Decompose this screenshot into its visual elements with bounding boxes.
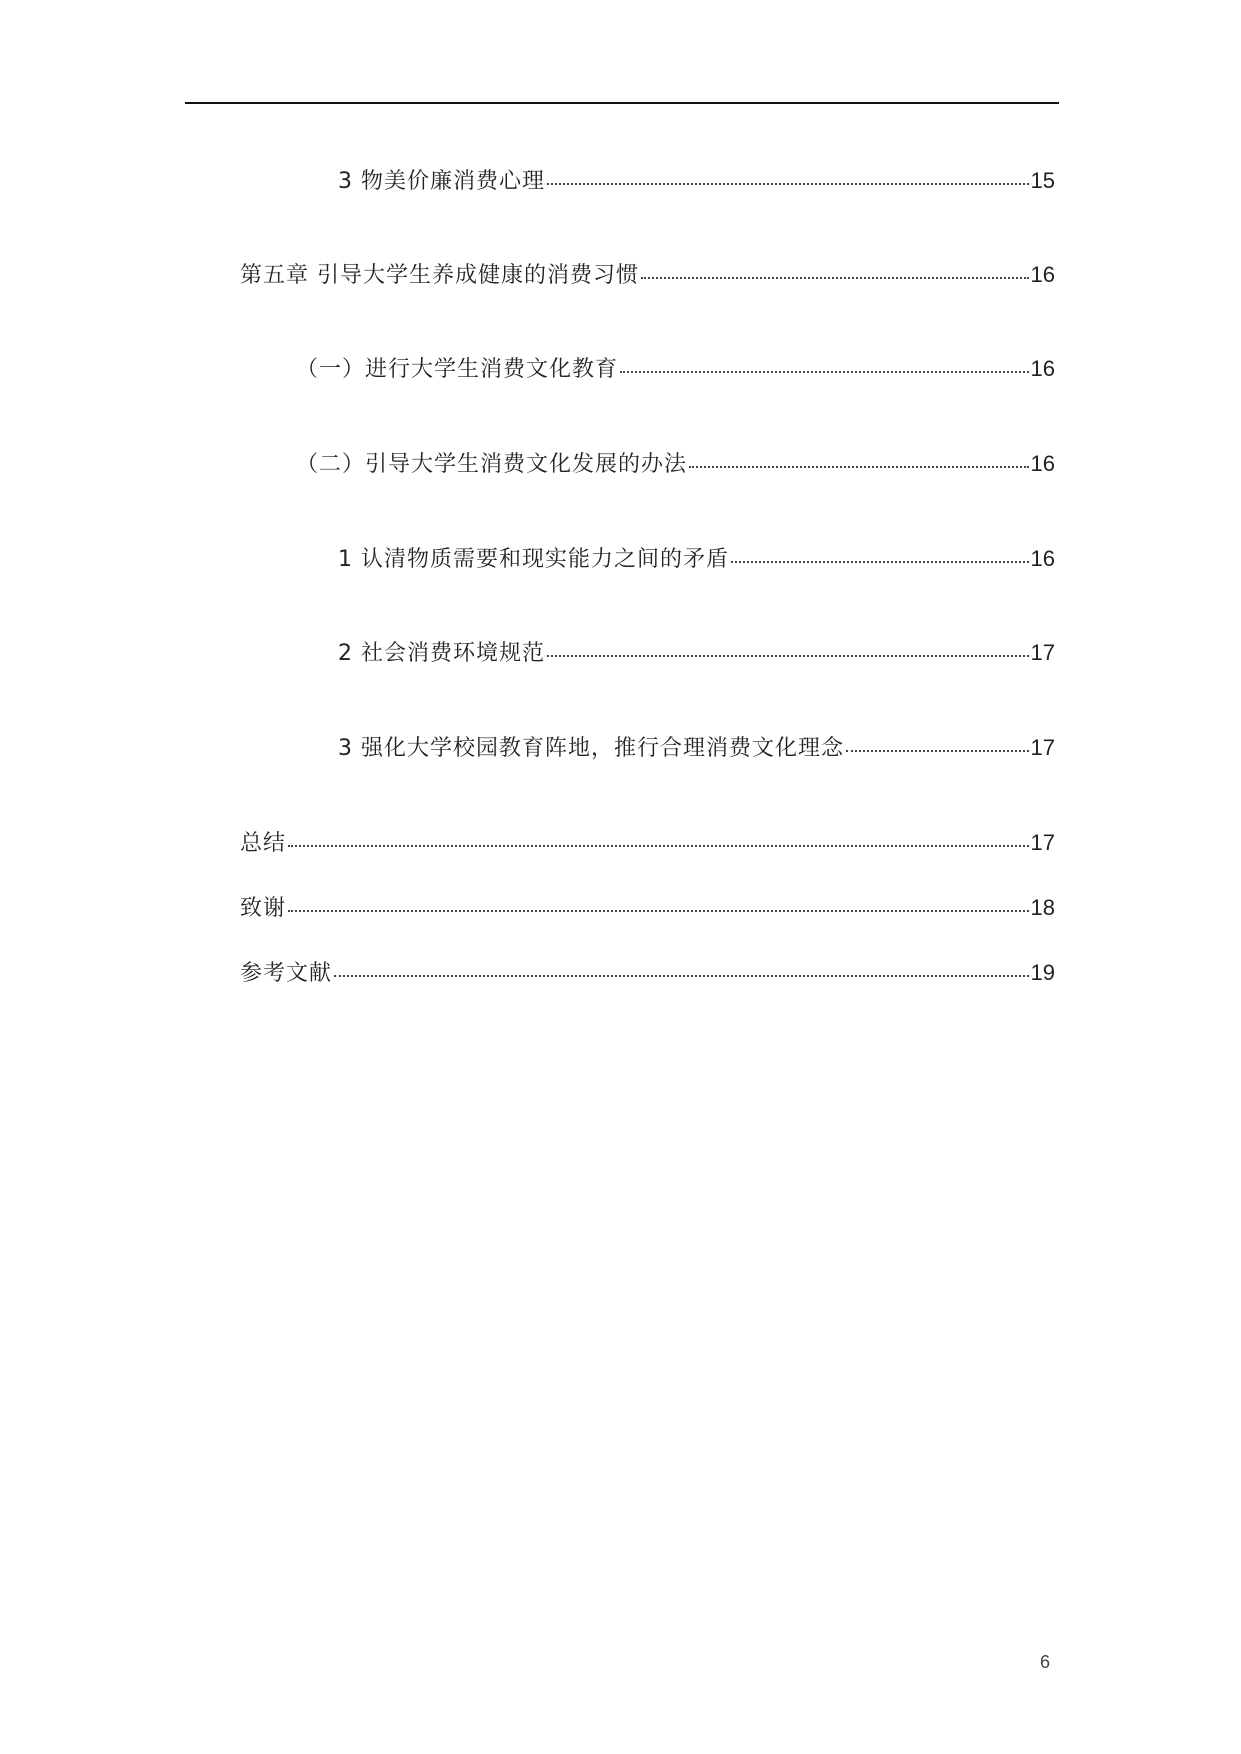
toc-dot-leader xyxy=(334,975,1029,977)
toc-entry[interactable] xyxy=(296,447,1055,481)
toc-entry-page: 17 xyxy=(1030,640,1055,665)
toc-entry-title: 参考文献 xyxy=(240,961,333,986)
toc-dot-leader xyxy=(731,561,1029,563)
toc-entry-page: 16 xyxy=(1030,262,1055,287)
toc-entry[interactable] xyxy=(338,542,1055,576)
toc-entry-title: 1 认清物质需要和现实能力之间的矛盾 xyxy=(338,547,729,572)
toc-entry-title: 3 物美价廉消费心理 xyxy=(338,169,545,194)
toc-entry-title: 2 社会消费环境规范 xyxy=(338,641,545,666)
toc-entry-page: 17 xyxy=(1030,735,1055,760)
toc-dot-leader xyxy=(288,845,1029,847)
toc-entry[interactable] xyxy=(338,636,1055,670)
toc-entry[interactable] xyxy=(240,956,1055,990)
toc-dot-leader xyxy=(620,371,1029,373)
toc-entry[interactable] xyxy=(296,352,1055,386)
toc-dot-leader xyxy=(547,655,1029,657)
toc-entry-title: 第五章 引导大学生养成健康的消费习惯 xyxy=(240,263,639,288)
toc-entry-title: 致谢 xyxy=(240,896,287,921)
toc-entry[interactable] xyxy=(240,826,1055,860)
toc-dot-leader xyxy=(689,466,1029,468)
toc-entry-page: 16 xyxy=(1030,451,1055,476)
toc-dot-leader xyxy=(641,277,1029,279)
page-number: 6 xyxy=(1040,1652,1051,1672)
toc-dot-leader xyxy=(547,183,1029,185)
toc-entry-page: 19 xyxy=(1030,960,1055,985)
toc-entry-page: 16 xyxy=(1030,356,1055,381)
toc-entry[interactable] xyxy=(240,891,1055,925)
toc-entry-page: 15 xyxy=(1030,168,1055,193)
toc-entry-title: 总结 xyxy=(240,831,287,856)
toc-entry[interactable] xyxy=(240,258,1055,292)
toc-entry-title: （一）进行大学生消费文化教育 xyxy=(296,357,619,382)
toc-entry-page: 16 xyxy=(1030,546,1055,571)
toc-entry-page: 17 xyxy=(1030,830,1055,855)
toc-entry-title: （二）引导大学生消费文化发展的办法 xyxy=(296,452,688,477)
toc-dot-leader xyxy=(288,910,1029,912)
toc-entry-page: 18 xyxy=(1030,895,1055,920)
toc-entry-title: 3 强化大学校园教育阵地，推行合理消费文化理念 xyxy=(338,736,844,761)
toc-entry[interactable] xyxy=(338,164,1055,198)
toc-dot-leader xyxy=(846,750,1029,752)
toc-entry[interactable] xyxy=(338,731,1055,765)
